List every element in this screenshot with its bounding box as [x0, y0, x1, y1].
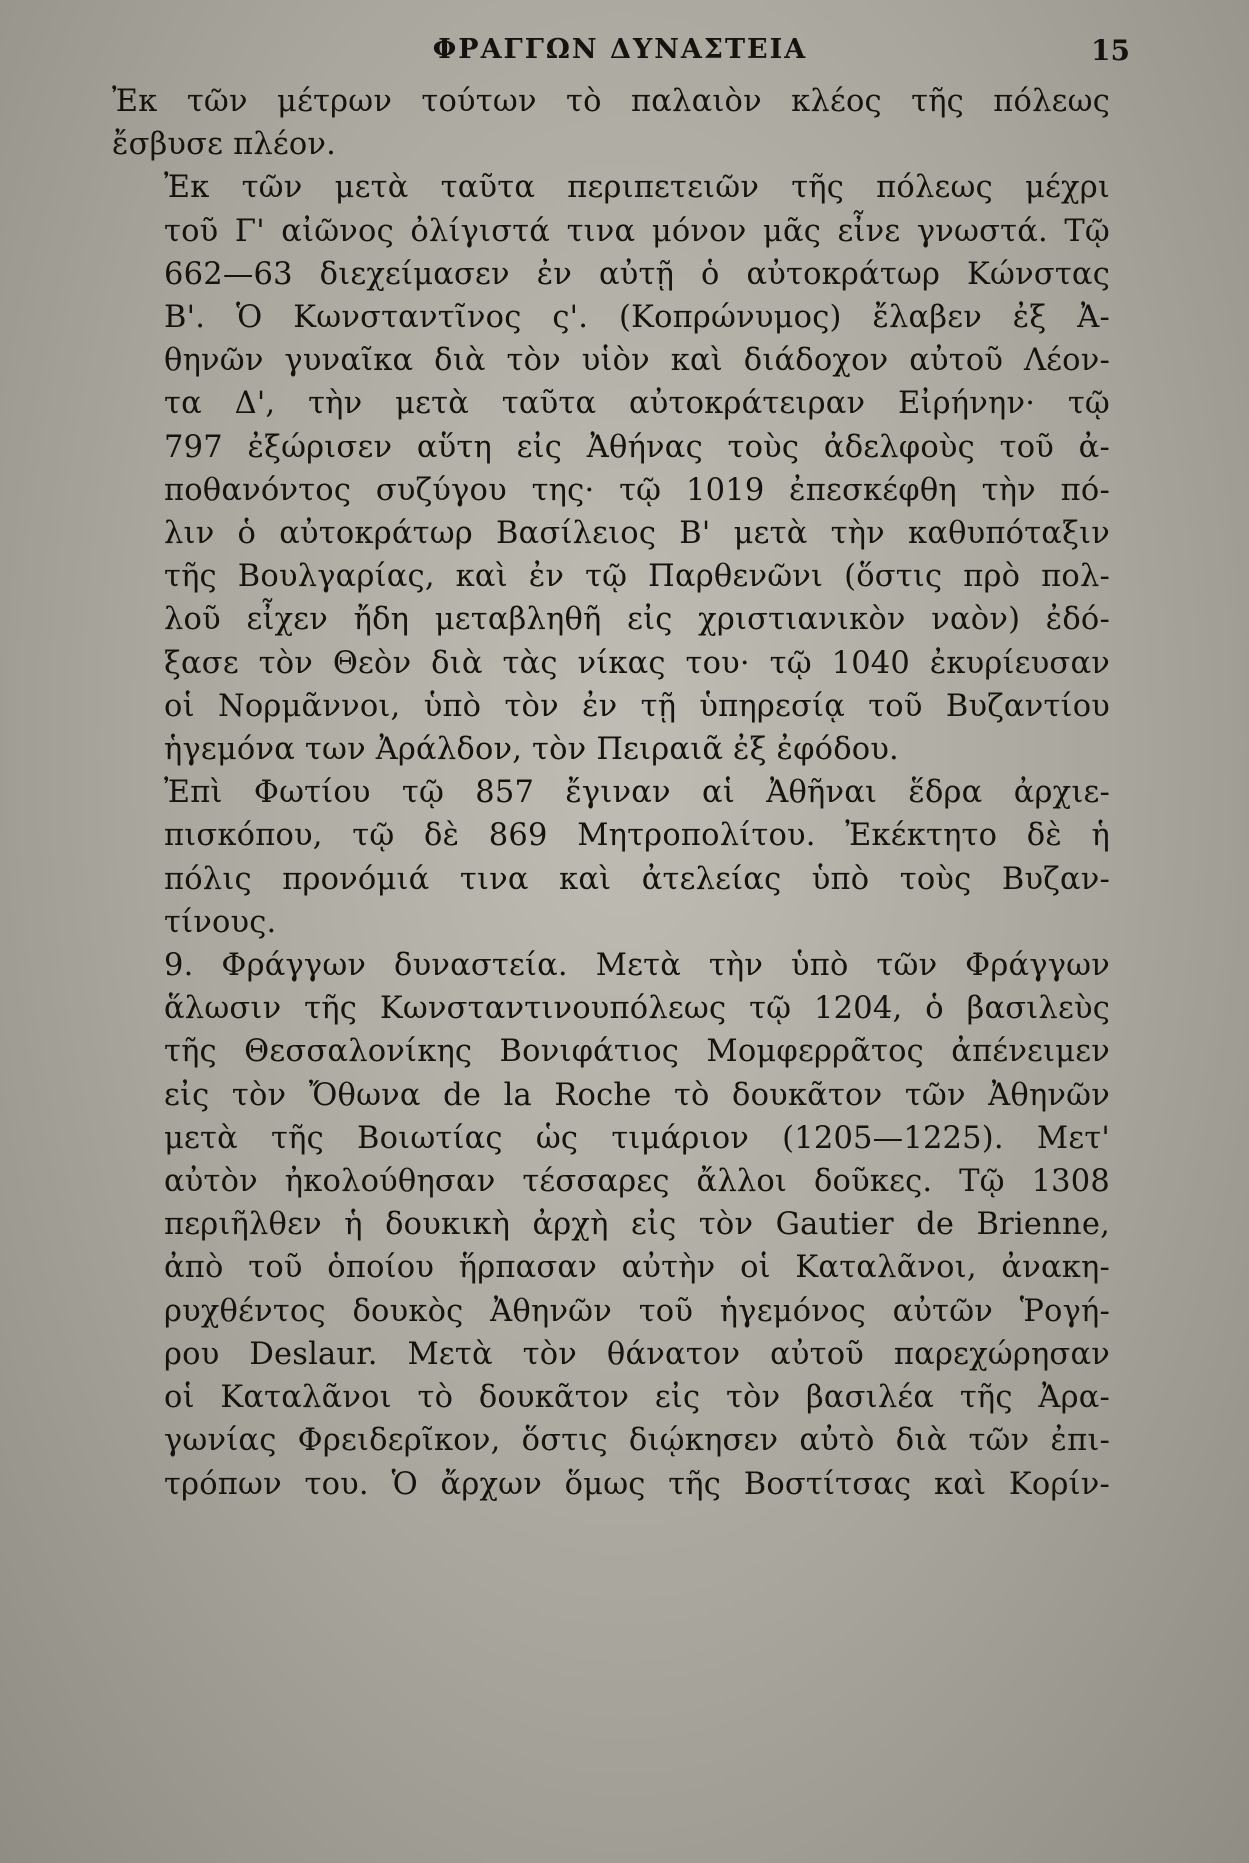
- text-line: ρου Deslaur. Μετὰ τὸν θάνατον αὐτοῦ παρεχώρησαν: [164, 1336, 1110, 1372]
- text-line: ἡγεμόνα των Ἀράλδον, τὸν Πειραιᾶ ἐξ ἐφόδου.: [164, 732, 899, 768]
- text-line: γωνίας Φρειδερῖκον, ὅστις διῴκησεν αὐτὸ διὰ τῶν ἐπι-: [164, 1423, 1110, 1459]
- text-line: τρόπων του. Ὁ ἄρχων ὅμως τῆς Βοστίτσας καὶ Κορίν-: [164, 1466, 1110, 1502]
- text-line: 662—63 διεχείμασεν ἐν αὐτῇ ὁ αὐτοκράτωρ Κώνστας: [164, 256, 1110, 292]
- text-line: πόλις προνόμιά τινα καὶ ἀτελείας ὑπὸ τοὺς Βυζαν-: [164, 861, 1110, 897]
- text-line: λιν ὁ αὐτοκράτωρ Βασίλειος Β' μετὰ τὴν καθυπόταξιν: [164, 516, 1110, 552]
- text-line: πισκόπου, τῷ δὲ 869 Μητροπολίτου. Ἐκέκτητο δὲ ἡ: [164, 818, 1110, 854]
- paragraph-2: [112, 166, 1110, 771]
- text-line: οἱ Καταλᾶνοι τὸ δουκᾶτον εἰς τὸν βασιλέα τῆς Ἀρα-: [164, 1380, 1110, 1416]
- text-line: ἀπὸ τοῦ ὁποίου ἥρπασαν αὐτὴν οἱ Καταλᾶνοι, ἀνακη-: [164, 1250, 1110, 1286]
- paragraph-4: [112, 944, 1110, 1506]
- text-line: Ἐκ τῶν μέτρων τούτων τὸ παλαιὸν κλέος τῆς πόλεως: [112, 84, 1110, 119]
- paragraph-3: [112, 771, 1110, 944]
- page-number: 15: [1091, 34, 1130, 67]
- running-title: ΦΡΑΓΓΩΝ ΔΥΝΑΣΤΕΙΑ: [432, 34, 808, 65]
- text-line: ξασε τὸν Θεὸν διὰ τὰς νίκας του· τῷ 1040 ἐκυρίευσαν: [164, 645, 1110, 681]
- text-line: 9. Φράγγων δυναστεία. Μετὰ τὴν ὑπὸ τῶν Φράγγων: [164, 948, 1110, 984]
- page-header: [120, 34, 1130, 74]
- text-line: αὐτὸν ἠκολούθησαν τέσσαρες ἄλλοι δοῦκες. Τῷ 1308: [164, 1164, 1110, 1200]
- text-line: μετὰ τῆς Βοιωτίας ὡς τιμάριον (1205—1225). Μετ': [164, 1120, 1110, 1156]
- text-line: τοῦ Γ' αἰῶνος ὀλίγιστά τινα μόνον μᾶς εἶνε γνωστά. Τῷ: [164, 213, 1110, 249]
- text-line: ἅλωσιν τῆς Κωνσταντινουπόλεως τῷ 1204, ὁ βασιλεὺς: [164, 991, 1110, 1027]
- text-line: περιῆλθεν ἡ δουκικὴ ἀρχὴ εἰς τὸν Gautier de Brienne,: [164, 1207, 1110, 1243]
- text-line: Β'. Ὁ Κωνσταντῖνος ς'. (Κοπρώνυμος) ἔλαβεν ἐξ Ἀ-: [164, 300, 1110, 336]
- text-line: λοῦ εἶχεν ἤδη μεταβληθῆ εἰς χριστιανικὸν ναὸν) ἐδό-: [164, 602, 1110, 638]
- text-line: τῆς Θεσσαλονίκης Βονιφάτιος Μομφερρᾶτος ἀπένειμεν: [164, 1034, 1110, 1070]
- text-line: Ἐκ τῶν μετὰ ταῦτα περιπετειῶν τῆς πόλεως μέχρι: [164, 170, 1110, 206]
- text-line: θηνῶν γυναῖκα διὰ τὸν υἱὸν καὶ διάδοχον αὐτοῦ Λέον-: [164, 343, 1110, 379]
- text-line: τίνους.: [164, 904, 277, 940]
- text-line: Ἐπὶ Φωτίου τῷ 857 ἔγιναν αἱ Ἀθῆναι ἕδρα ἀρχιε-: [164, 775, 1110, 811]
- text-line: ἔσβυσε πλέον.: [112, 127, 337, 163]
- text-line: τα Δ', τὴν μετὰ ταῦτα αὐτοκράτειραν Εἰρήνην· τῷ: [164, 386, 1110, 422]
- text-line: οἱ Νορμᾶννοι, ὑπὸ τὸν ἐν τῇ ὑπηρεσίᾳ τοῦ Βυζαντίου: [164, 688, 1110, 724]
- text-line: ποθανόντος συζύγου της· τῷ 1019 ἐπεσκέφθη τὴν πό-: [164, 472, 1110, 508]
- text-line: εἰς τὸν Ὄθωνα de la Roche τὸ δουκᾶτον τῶν Ἀθηνῶν: [164, 1077, 1110, 1113]
- paragraph-1: [112, 80, 1110, 166]
- text-line: ρυχθέντος δουκὸς Ἀθηνῶν τοῦ ἡγεμόνος αὐτῶν Ῥογή-: [164, 1293, 1110, 1329]
- body-text: [112, 80, 1110, 1506]
- text-line: τῆς Βουλγαρίας, καὶ ἐν τῷ Παρθενῶνι (ὅστις πρὸ πολ-: [164, 559, 1110, 595]
- text-line: 797 ἐξώρισεν αὕτη εἰς Ἀθήνας τοὺς ἀδελφοὺς τοῦ ἀ-: [164, 429, 1110, 465]
